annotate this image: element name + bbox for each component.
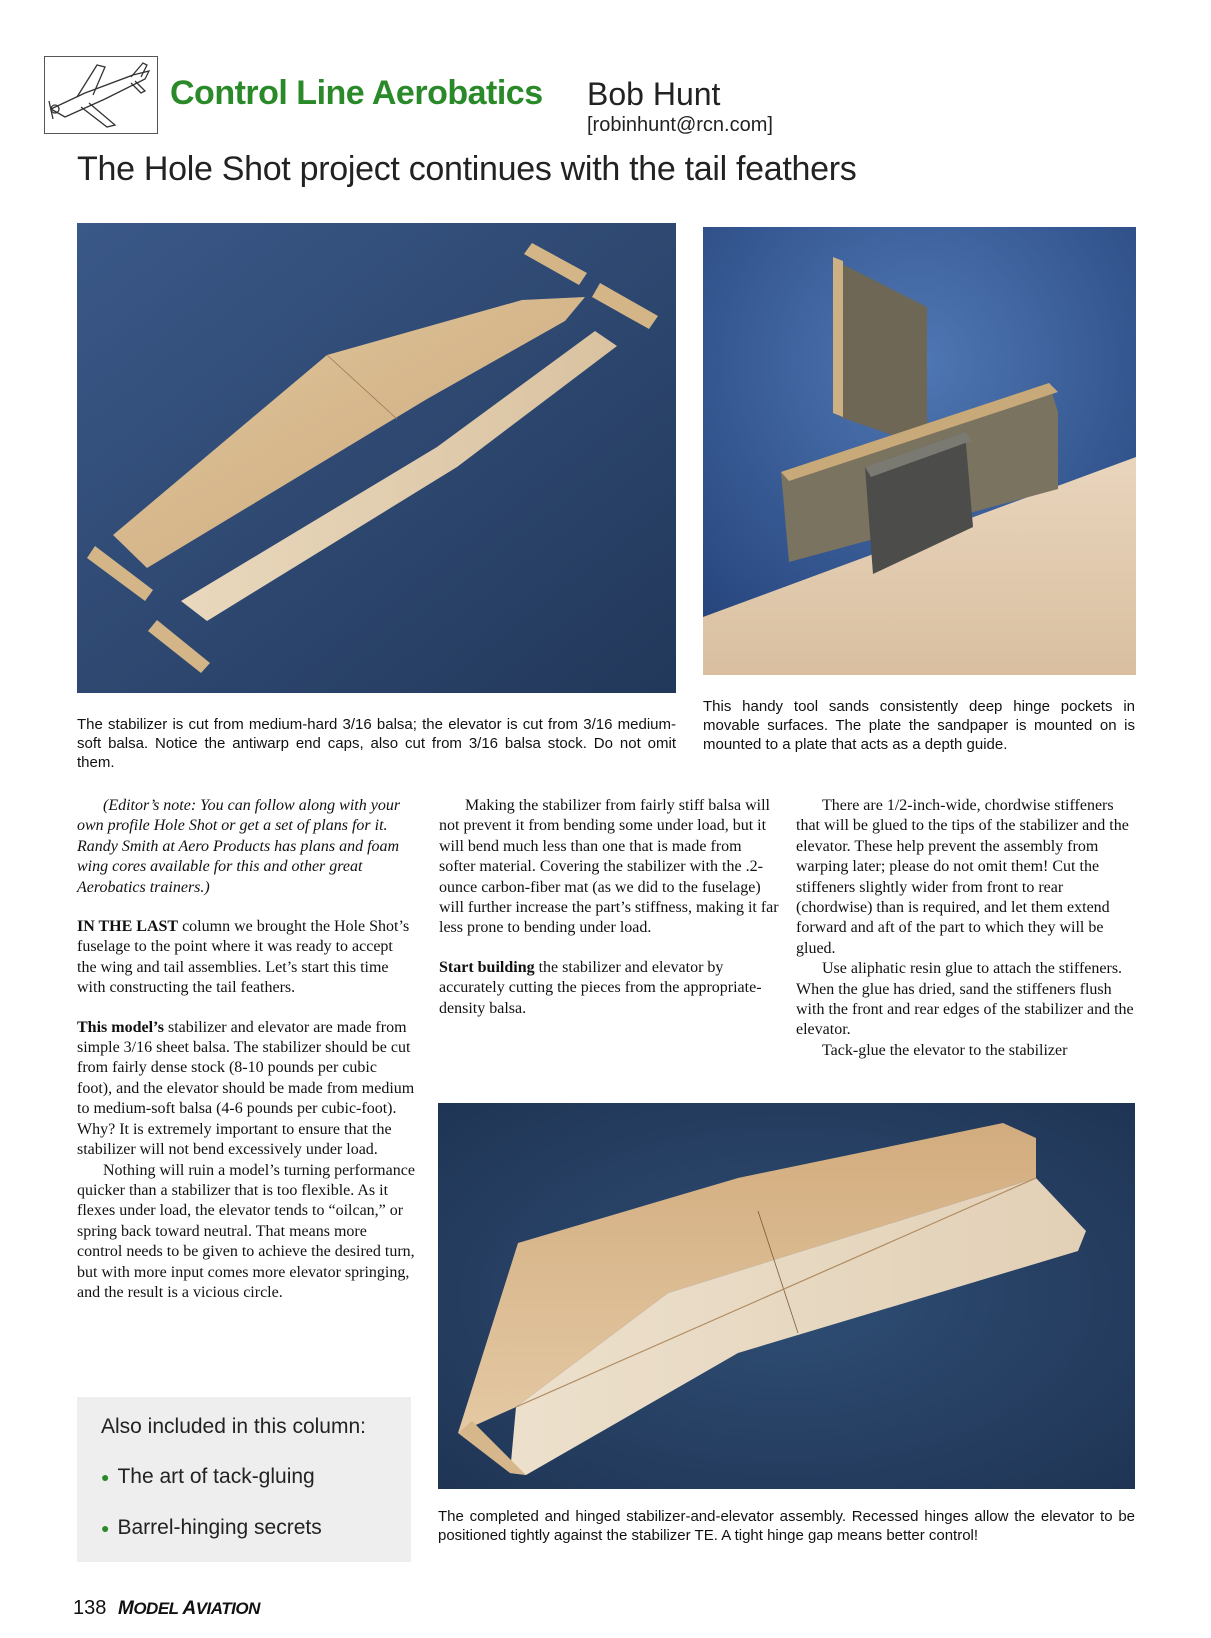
photo-hinge-sanding-tool (703, 227, 1136, 675)
author-email: [robinhunt@rcn.com] (587, 114, 773, 136)
photo-completed-assembly (438, 1103, 1135, 1489)
airplane-sketch-icon (45, 57, 157, 133)
paragraph-stiffness: Making the stabilizer from fairly stiff balsa will not prevent it from bending some under load, but it will bend much less than one that is made from softer material. Covering the stabilizer with the .2-ounce carbon-fiber mat (as we did to the fuselage) will further increase the part’s stiffness, making it far less prone to bending under load. (439, 797, 779, 937)
section-title: Control Line Aerobatics (170, 74, 543, 112)
also-included-sidebar (77, 1397, 411, 1562)
paragraph-tack-glue: Tack-glue the elevator to the stabilizer (822, 1041, 1068, 1059)
sidebar-title: Also included in this column: (101, 1415, 366, 1438)
fraction: 1/2 (886, 797, 908, 814)
paragraph-intro: IN THE LAST column we brought the Hole Shot’s fuselage to the point where it was ready to accept the wing and tail assemblies. Let’s start this time with constructing the tail feathers. (77, 918, 410, 997)
lead-in-text: This model’s (77, 1018, 164, 1036)
caption-stabilizer-parts: The stabilizer is cut from medium-hard 3/16 balsa; the elevator is cut from 3/16 medium-soft balsa. Notice the antiwarp end caps, also cut from 3/16 balsa stock. Do not omit them. (77, 716, 676, 771)
bullet-icon: ● (101, 1469, 110, 1486)
editor-note: (Editor’s note: You can follow along with your own profile Hole Shot or get a set of plans for it. Randy Smith at Aero Products has plans and foam wing cores available for this and other great Aerobatics trainers.) (77, 797, 401, 896)
article-headline: The Hole Shot project continues with the tail feathers (77, 150, 857, 188)
author-name: Bob Hunt (587, 76, 721, 112)
paragraph-stiffeners: There are 1/2-inch-wide, chordwise stiffeners that will be glued to the tips of the stabilizer and the elevator. These help prevent the assembly from warping later; please do not omit them! Cut the stiffeners slightly wider from front to rear (chordwise) than is required, and let them extend forward and aft of the part to which they will be glued. (796, 797, 1129, 957)
paragraph-flex: Nothing will ruin a model’s turning performance quicker than a stabilizer that is too flexible. As it flexes under load, the elevator tends to “oilcan,” or spring back toward neutral. That means more control needs to be given to achieve the desired turn, but with more input comes more elevator springing, and the result is a vicious circle. (77, 1161, 415, 1301)
caption-completed-assembly: The completed and hinged stabilizer-and-elevator assembly. Recessed hinges allow the elevator to be positioned tightly against the stabilizer TE. A tight hinge gap means better control! (438, 1508, 1135, 1544)
caption-sanding-tool: This handy tool sands consistently deep hinge pockets in movable surfaces. The plate the sandpaper is mounted on is mounted to a plate that acts as a depth guide. (703, 698, 1135, 753)
paragraph-materials: This model’s stabilizer and elevator are made from simple 3/16 sheet balsa. The stabilizer should be cut from fairly dense stock (8-10 pounds per cubic foot), and the elevator should be made from medium to medium-soft balsa (4-6 pounds per cubic-foot). Why? It is extremely important to ensure that the stabilizer will not bend excessively under load. (77, 1018, 415, 1159)
magazine-name: MODEL AVIATION (118, 1598, 260, 1619)
airplane-logo (44, 56, 158, 134)
lead-in-text: Start building (439, 958, 535, 976)
sidebar-list-item: ● Barrel-hinging secrets (101, 1516, 322, 1539)
article-column-3 (796, 796, 1138, 1061)
fraction: 3/16 (123, 1039, 153, 1057)
article-column-2 (439, 796, 779, 1019)
page-number: 138 (73, 1597, 107, 1619)
lead-in-text: IN THE LAST (77, 918, 179, 936)
photo-stabilizer-parts (77, 223, 676, 693)
bullet-icon: ● (101, 1520, 110, 1537)
sidebar-list-item: ● The art of tack-gluing (101, 1465, 315, 1488)
article-column-1 (77, 796, 415, 1303)
paragraph-start-building: Start building the stabilizer and elevator by accurately cutting the pieces from the appropriate-density balsa. (439, 958, 762, 1017)
paragraph-glue: Use aliphatic resin glue to attach the stiffeners. When the glue has dried, sand the stiffeners flush with the front and rear edges of the stabilizer and the elevator. (796, 960, 1134, 1039)
